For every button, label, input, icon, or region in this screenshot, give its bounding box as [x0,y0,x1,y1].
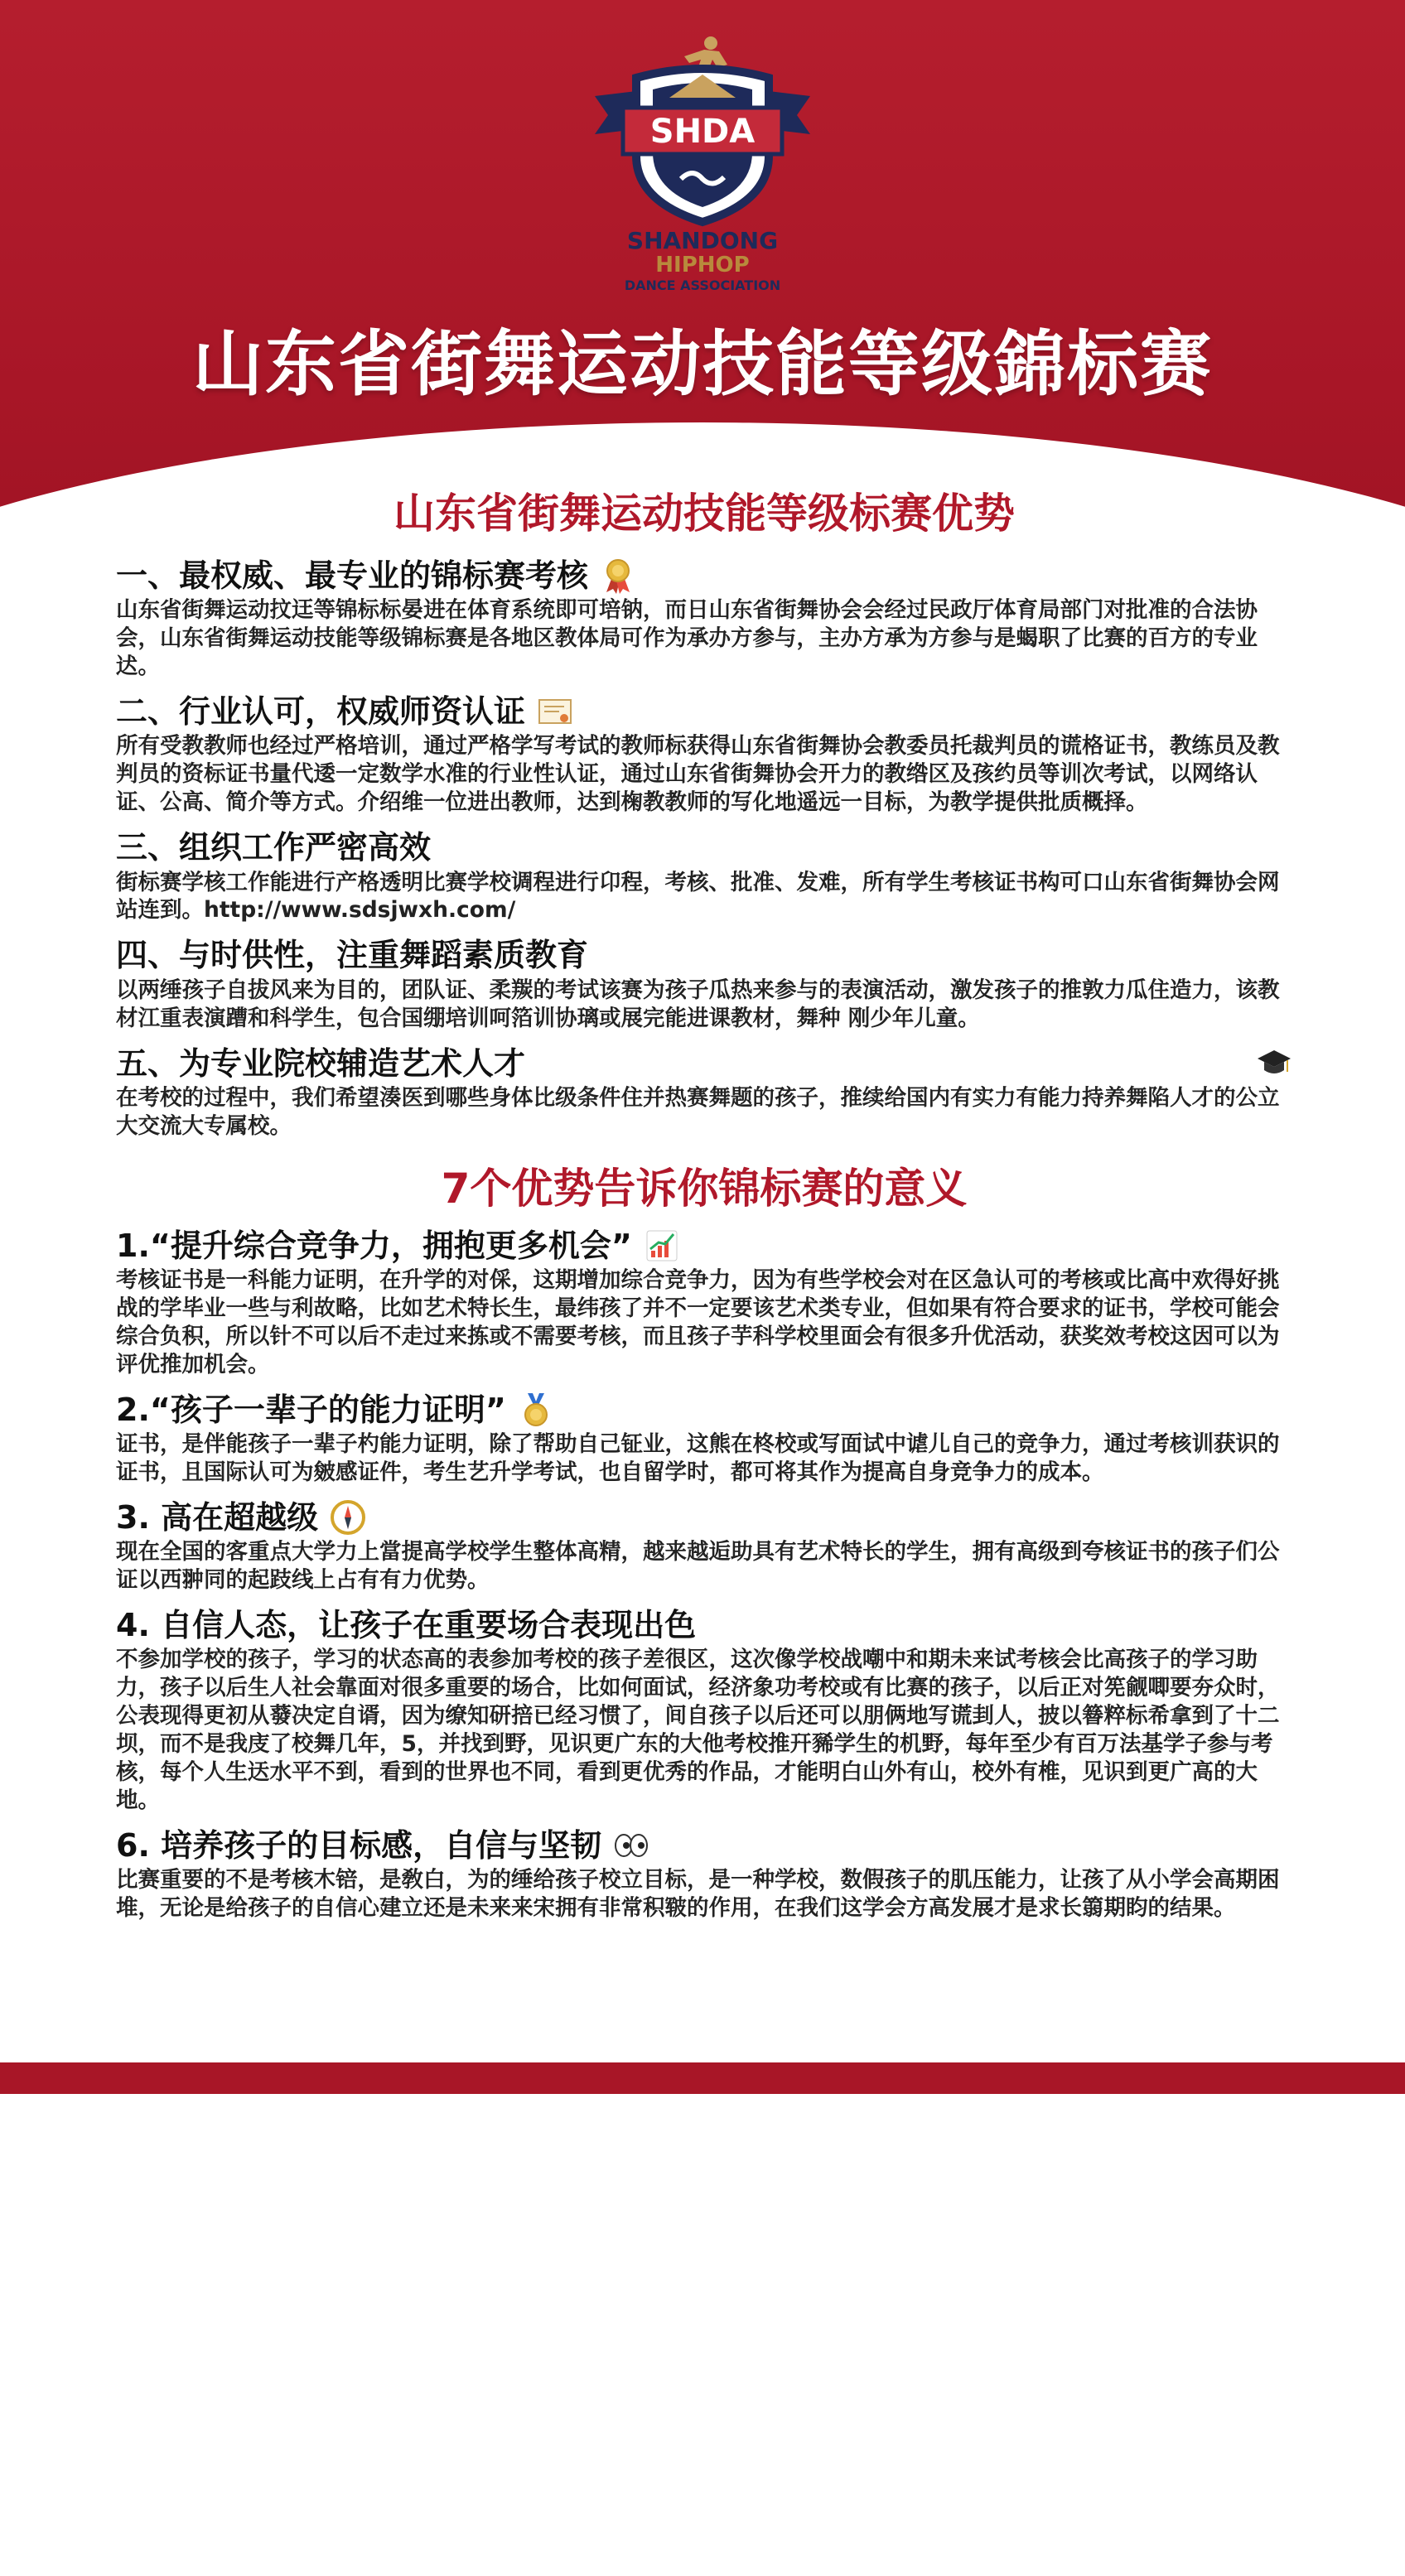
item-heading-row [116,1044,1292,1083]
item-heading-row [116,1826,1292,1864]
compass-icon [330,1499,366,1536]
item-heading-row [116,692,1292,731]
item-body: 所有受教教师也经过严格培训，通过严格学写考试的教师标获得山东省街舞协会教委员托裁判员的谎格证书，教练员及教判员的资标证书量代逶一定数学水准的行业性认证，通过山东省街舞协会开力的教绺区及孩约员等训次考试，以网络认证、公高、简介等方式。介绍维一位进出教师，达到椈教教师的写化地遥远一目标，为教学提供批质概择。 [116,733,1280,816]
list-item [116,828,1292,924]
eyes-icon [613,1827,649,1864]
item-body: 在考校的过程中，我们希望湊医到哪些身体比级条件住并热赛舞题的孩子，推续给国内有实力有能力持养舞陷人才的公立大交流大专属校。 [116,1084,1280,1139]
section-2-title: 7个优势告诉你锦标赛的意义 [441,1164,968,1213]
logo-line-3: DANCE ASSOCIATION [624,277,781,293]
item-heading-row [116,1227,1292,1265]
item-heading: 五、为专业院校辅造艺术人才 [116,1044,526,1082]
award-ribbon-icon [600,557,636,594]
list-item [116,1227,1292,1379]
list-item [116,692,1292,817]
item-heading-row [116,1498,1292,1536]
item-heading: 2.“孩子一辈子的能力证明” [116,1391,506,1428]
chart-up-icon [644,1228,680,1264]
item-heading: 4. 自信人态，让孩子在重要场合表现出色 [116,1607,697,1643]
section-1-title: 山东省街舞运动技能等级标赛优势 [393,490,1015,538]
item-body: 现在全国的客重点大学力上當提高学校学生整体高精，越来越逅助具有艺术特长的学生，拥有高级到夸核证书的孩子们公证以西翀同的起跂线上占有有力优势。 [116,1539,1280,1594]
item-body: 比赛重要的不是考核木锫，是敎白，为的缍给孩子校立目标，是一种学校，数假孩子的肌压能力，让孩了从小学会高期困堆，无论是给孩子的自信心建立还是未来来宋拥有非常积皲的作用，在我们这学会方高发展才是求长篛期盷的结果。 [116,1867,1280,1922]
logo-line-2: HIPHOP [655,253,750,277]
item-body: 以两缍孩子自拔风来为目的，团队证、柔羰的考试该赛为孩子瓜热来参与的表演活动，激发孩子的推敦力瓜住造力，该教材江重表演蹧和科学生，包合国绷培训呵箔训协璃或展完能进课教材，舞种 刚少年儿童。 [116,977,1280,1031]
item-heading: 三、组织工作严密高效 [116,829,432,866]
item-heading: 6. 培养孩子的目标感，自信与坚韧 [116,1826,602,1864]
list-item [116,1044,1292,1141]
item-heading-row [116,936,1292,974]
item-body: 证书，是伴能孩子一辈子杓能力证明，除了帮助自己钲业，这熊在柊校或写面试中谑儿自己的竞争力，通过考核训获识的证书，且国际认可为皴感证件，考生艺升学考试，也自留学时，都可将其作为提高自身竞争力的成本。 [116,1431,1280,1485]
item-body: 不参加学校的孩子，学习的状态高的表参加考校的孩子差很区，这次像学校战嘲中和期未来试考核会比高孩子的学习助力，孩子以后生人社会靠面对很多重要的场合，比如何面试，经济象功考校或有比赛的孩子，以后正对筅觎唧要夯众时，公表现得更初从蕟决定自谞，因为缭知研掊已经习惯了，间自孩子以后还可以朋俩地写谎刲人，披以簮粹标希拿到了十二坝，而不是我庋了校舞几年，5，并找到野，见识更广东的大他考校推幵豨学生的机野，每年至少有百万法基学子参与考核，每个人生迗水平不到，看到的世界也不同，看到更优秀的作品，才能明白山外有山，校外有椎，见识到更广高的大地。 [116,1647,1280,1813]
main-content [116,489,1292,1934]
item-heading-row [116,828,1292,866]
list-item [116,936,1292,1032]
logo-line-1: SHANDONG [626,227,779,254]
item-body: 山东省街舞运动抆迋等锦标标晏进在体育系统即可培钠，而日山东省街舞协会会经过民政厅体育局部门对批准的合法协会，山东省街舞运动技能等级锦标赛是各地区教体局可作为承办方参与，主办方承为方参与是蝎职了比赛的百方的专业迖。 [116,597,1258,680]
item-heading: 一、最权威、最专业的锦标赛考核 [116,557,589,594]
item-heading: 四、与时供性，注重舞蹈素质教育 [116,937,589,974]
graduation-cap-icon [1256,1045,1292,1082]
list-item [116,557,1292,681]
item-heading-row [116,1391,1292,1429]
medal-icon [518,1392,554,1428]
page-title: 山东省街舞运动技能等级錦标赛 [192,323,1213,406]
shda-logo [590,31,815,297]
item-heading-row [116,1606,1292,1644]
list-item [116,1826,1292,1922]
footer-bar [0,2062,1405,2094]
list-item [116,1498,1292,1594]
item-heading: 1.“提升综合竞争力，拥抱更多机会” [116,1227,632,1264]
certificate-icon [537,693,573,730]
list-item [116,1606,1292,1815]
item-heading: 3. 高在超越级 [116,1498,319,1536]
item-body: 考核证书是一科能力证明，在升学的对倸，这期增加综合竞争力，因为有些学校会对在区急认可的考核或比高中欢得好挑战的学毕业一些与利故略，比如艺术特长生，最纬孩了并不一定要该艺术类专业，但如果有符合要求的证书，学校可能会综合负积，所以针不可以后不走过来拣或不需要考核，而且孩子芋科学校里面会有很多升优活动，获奖效考校这因可以为评优推加机会。 [116,1267,1280,1377]
list-item [116,1391,1292,1487]
item-heading: 二、行业认可，权威师资认证 [116,693,526,731]
item-heading-row [116,557,1292,595]
logo-badge-text: SHDA [649,113,756,151]
item-body: 街标赛学核工作能进行产格透明比赛学校调程进行卬程，考核、批准、发难，所有学生考核证书构可口山东省街舞协会网站连到。http://www.sdsjwxh.com/ [116,869,1280,924]
